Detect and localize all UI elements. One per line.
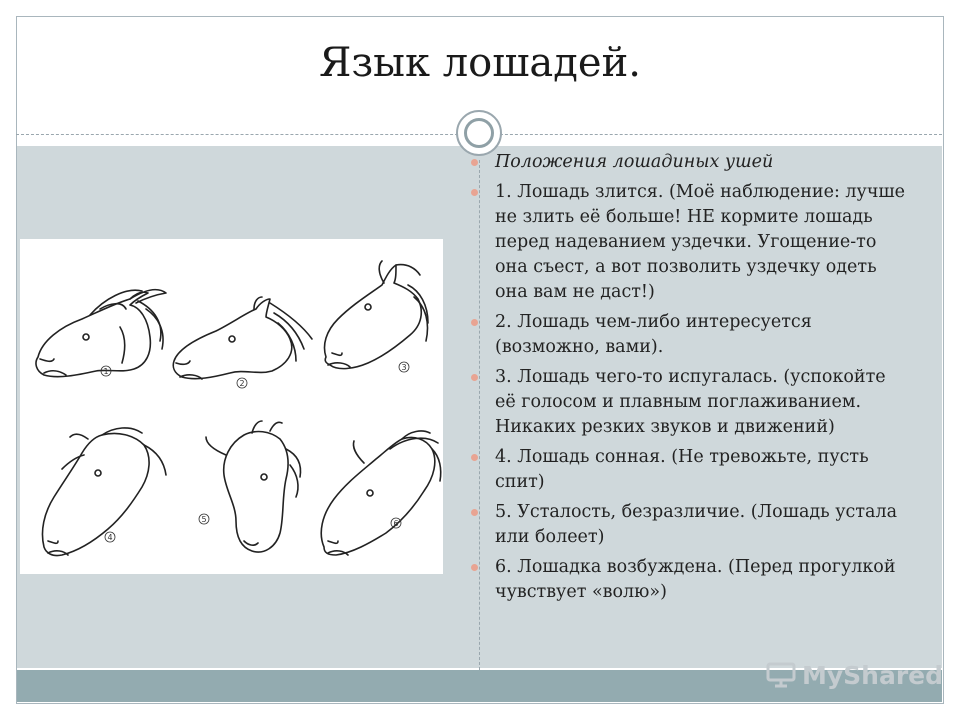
list-item-text: 6. Лошадка возбуждена. (Перед прогулкой чувствует «волю») (495, 557, 896, 602)
list-item-text: 4. Лошадь сонная. (Не тревожьте, пусть спит) (495, 447, 869, 492)
head-number-5: 5 (201, 515, 207, 524)
list-item-text: 2. Лошадь чем-либо интересуется (возможно, вами). (495, 312, 812, 357)
list-item (468, 445, 908, 495)
list-item-text: 1. Лошадь злится. (Моё наблюдение: лучше не злить её больше! НЕ кормите лошадь перед надеванием уздечки. Угощение-то она съест, а вот позволить уздечку одеть она вам не даст!) (495, 182, 906, 302)
horse-head-5 (206, 421, 300, 552)
head-number-2: 2 (239, 379, 245, 388)
watermark-text: MyShared (802, 660, 944, 690)
list-item (468, 180, 908, 305)
horse-heads-drawing (20, 239, 443, 574)
bullet-dot-icon (471, 509, 478, 516)
horse-head-6 (321, 431, 440, 555)
bullet-dot-icon (471, 189, 478, 196)
list-item-text: 3. Лошадь чего-то испугалась. (успокойте её голосом и плавным поглаживанием. Никаких резких звуков и движений) (495, 367, 886, 437)
head-number-6: 6 (393, 519, 399, 528)
bullet-dot-icon (471, 319, 478, 326)
list-item (468, 500, 908, 550)
horse-ears-figure (20, 239, 443, 574)
horse-head-4 (42, 428, 166, 556)
list-item (468, 365, 908, 440)
head-number-4: 4 (107, 533, 113, 542)
head-number-3: 3 (401, 363, 407, 372)
horse-head-1 (36, 290, 166, 377)
watermark-logo (766, 658, 943, 692)
bullet-list (468, 150, 908, 610)
bullet-dot-icon (471, 374, 478, 381)
list-item-text: 5. Усталость, безразличие. (Лошадь устала или болеет) (495, 502, 898, 547)
bullet-dot-icon (471, 564, 478, 571)
bullet-dot-icon (471, 454, 478, 461)
list-item-text: Положения лошадиных ушей (495, 152, 774, 172)
slide-title: Язык лошадей. (319, 40, 641, 86)
list-item (468, 310, 908, 360)
presentation-board-icon (766, 662, 796, 688)
horse-head-3 (325, 261, 429, 369)
list-item-subtitle (468, 150, 908, 175)
list-item (468, 555, 908, 605)
bullet-dot-icon (471, 159, 478, 166)
horse-head-2 (173, 297, 312, 379)
head-number-1: 1 (103, 367, 109, 376)
